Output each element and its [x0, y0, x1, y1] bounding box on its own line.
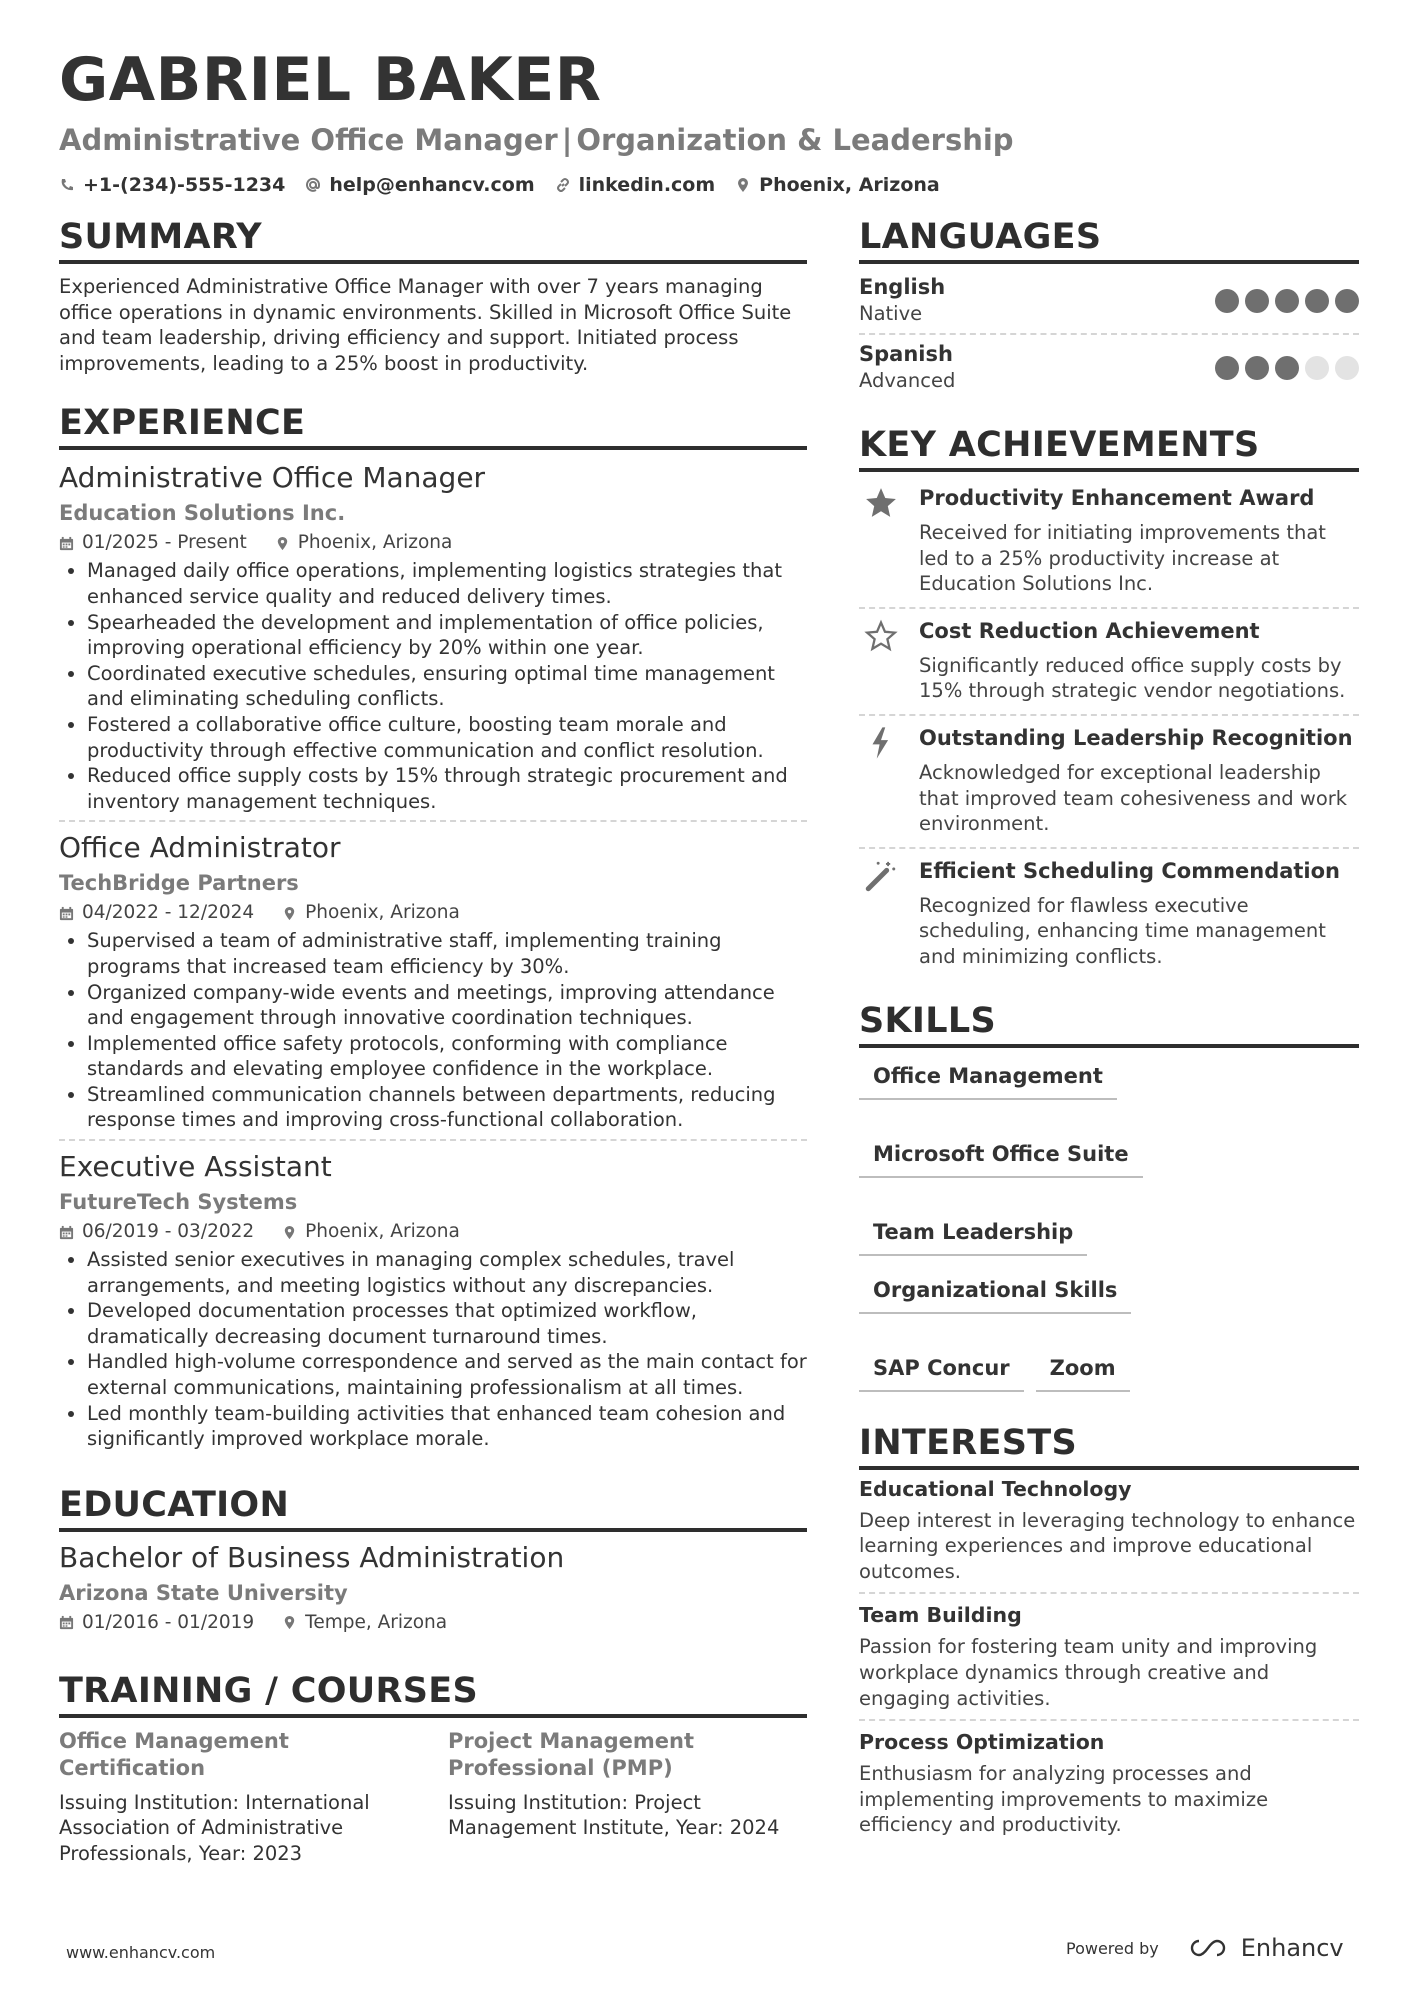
training-heading: TRAINING / COURSES	[59, 1668, 807, 1718]
achievement-desc: Received for initiating improvements that led to a 25% productivity increase at Education Solutions Inc.	[919, 521, 1326, 596]
job-dates-text: 01/2025 - Present	[82, 532, 247, 554]
course-title: Office Management Certification	[59, 1728, 289, 1780]
achievement-title: Cost Reduction Achievement	[919, 618, 1260, 643]
rating-dot-filled	[1275, 289, 1299, 313]
location-pin-icon	[282, 906, 297, 921]
contact-email[interactable]	[305, 174, 534, 196]
language-item	[859, 274, 1359, 333]
language-rating	[1215, 289, 1359, 313]
job-title: Administrative Office Manager	[59, 461, 486, 495]
language-name: English	[859, 275, 946, 299]
job-company: Education Solutions Inc.	[59, 501, 346, 526]
job-dates	[59, 900, 254, 926]
achievement-title: Efficient Scheduling Commendation	[919, 858, 1341, 883]
footer-website[interactable]: www.enhancv.com	[66, 1943, 216, 1962]
job-location-text: Phoenix, Arizona	[297, 532, 453, 554]
course-item	[448, 1728, 807, 1867]
course-item	[59, 1728, 418, 1867]
location-pin-icon	[275, 536, 290, 551]
job-bullet: • Streamlined communication channels between departments, reducing response times and improving cross-functional collaboration.	[87, 1082, 807, 1133]
rating-dot-filled	[1335, 289, 1359, 313]
job-dates-text: 04/2022 - 12/2024	[82, 902, 255, 924]
education-dates-text: 01/2016 - 01/2019	[82, 1611, 255, 1633]
interest-item	[859, 1719, 1359, 1846]
achievement-item	[859, 714, 1359, 847]
rating-dot-filled	[1305, 289, 1329, 313]
calendar-icon	[59, 1615, 74, 1630]
job-bullet: • Handled high-volume correspondence and served as the main contact for external communications, maintaining professionalism at all times.	[87, 1349, 807, 1400]
skill-tag: Team Leadership	[859, 1218, 1087, 1256]
job-company: TechBridge Partners	[59, 871, 299, 896]
rating-dot-filled	[1245, 289, 1269, 313]
achievement-item	[859, 476, 1359, 607]
job-bullet: • Reduced office supply costs by 15% through strategic procurement and inventory management techniques.	[87, 763, 807, 814]
skill-tag: Office Management	[859, 1062, 1117, 1100]
rating-dot-empty	[1305, 356, 1329, 380]
achievements-section	[859, 422, 1359, 980]
magic-wand-icon	[864, 859, 898, 893]
languages-section	[859, 214, 1359, 400]
skills-section	[859, 998, 1359, 1392]
candidate-title	[59, 120, 1359, 160]
language-name: Spanish	[859, 342, 953, 366]
summary-section	[59, 214, 807, 376]
degree-title: Bachelor of Business Administration	[59, 1540, 565, 1574]
achievement-item	[859, 847, 1359, 980]
training-section	[59, 1668, 807, 1867]
contact-bar	[59, 174, 1359, 196]
job-bullets	[59, 558, 807, 814]
job-bullet: • Supervised a team of administrative staff, implementing training programs that increased team efficiency by 30%.	[87, 928, 807, 979]
education-section	[59, 1482, 807, 1636]
job-meta	[59, 900, 807, 926]
job-bullets	[59, 928, 807, 1133]
job-location-text: Phoenix, Arizona	[305, 1221, 460, 1243]
achievement-desc: Significantly reduced office supply costs by 15% through strategic vendor negotiations.	[919, 653, 1346, 703]
job-location	[282, 900, 460, 926]
linkedin-text: linkedin.com	[578, 174, 716, 196]
job-location	[275, 530, 453, 556]
achievement-title: Productivity Enhancement Award	[919, 486, 1315, 510]
skills-list	[859, 1062, 1359, 1392]
languages-heading: LANGUAGES	[859, 214, 1359, 264]
job-company: FutureTech Systems	[59, 1190, 298, 1215]
brand-logo[interactable]	[1185, 1934, 1344, 1962]
interest-item	[859, 1592, 1359, 1719]
rating-dot-filled	[1215, 289, 1239, 313]
brand-name: Enhancv	[1240, 1934, 1344, 1962]
rating-dot-filled	[1245, 356, 1269, 380]
job-meta	[59, 530, 807, 556]
interest-item	[859, 1476, 1359, 1593]
summary-text: Experienced Administrative Office Manager with over 7 years managing office operations in dynamic environments. Skilled in Microsoft Office Suite and team leadership, driving efficiency and support. Initiated process improvements, leading to a 25% boost in productivity.	[59, 275, 792, 375]
achievement-item	[859, 607, 1359, 714]
interests-heading: INTERESTS	[859, 1420, 1359, 1470]
job-bullet: • Led monthly team-building activities that enhanced team cohesion and significantly improved workplace morale.	[87, 1401, 807, 1452]
phone-icon	[59, 177, 75, 193]
email-text: help@enhancv.com	[329, 174, 535, 196]
location-pin-icon	[735, 177, 751, 193]
course-desc: Issuing Institution: Project Management Institute, Year: 2024	[448, 1790, 780, 1840]
interest-desc: Enthusiasm for analyzing processes and implementing improvements to maximize efficiency and productivity.	[859, 1762, 1269, 1837]
title-separator: |	[561, 123, 573, 157]
language-level: Advanced	[859, 369, 956, 392]
phone-text: +1-(234)-555-1234	[83, 174, 286, 196]
skill-tag: Microsoft Office Suite	[859, 1140, 1143, 1178]
job-bullet: • Managed daily office operations, implementing logistics strategies that enhanced service quality and reduced delivery times.	[87, 558, 807, 609]
job-bullets	[59, 1247, 807, 1452]
summary-heading: SUMMARY	[59, 214, 807, 264]
education-dates	[59, 1610, 254, 1636]
job-location	[282, 1219, 460, 1245]
job-bullet: • Organized company-wide events and meetings, improving attendance and engagement through innovative coordination techniques.	[87, 980, 807, 1031]
job-bullet: • Fostered a collaborative office culture, boosting team morale and productivity through effective communication and conflict resolution.	[87, 712, 807, 763]
contact-linkedin[interactable]	[555, 174, 716, 196]
job-entry	[59, 1139, 807, 1458]
job-bullet: • Coordinated executive schedules, ensuring optimal time management and eliminating scheduling conflicts.	[87, 661, 807, 712]
job-bullet: • Developed documentation processes that optimized workflow, dramatically decreasing document turnaround times.	[87, 1298, 807, 1349]
left-column	[59, 214, 807, 1867]
job-meta	[59, 1219, 807, 1245]
job-dates	[59, 1219, 254, 1245]
experience-heading: EXPERIENCE	[59, 400, 807, 450]
enhancv-logo-icon	[1185, 1936, 1231, 1960]
course-title: Project Management Professional (PMP)	[448, 1728, 694, 1780]
skill-tag: SAP Concur	[859, 1354, 1024, 1392]
job-dates	[59, 530, 247, 556]
contact-location	[735, 174, 940, 196]
interest-title: Educational Technology	[859, 1476, 1132, 1501]
skills-heading: SKILLS	[859, 998, 1359, 1048]
language-rating	[1215, 356, 1359, 380]
calendar-icon	[59, 906, 74, 921]
education-meta	[59, 1610, 807, 1636]
interest-desc: Deep interest in leveraging technology to enhance learning experiences and improve educational outcomes.	[859, 1508, 1356, 1583]
education-location-text: Tempe, Arizona	[305, 1611, 448, 1633]
location-pin-icon	[282, 1615, 297, 1630]
education-location	[282, 1610, 447, 1636]
star-outline-icon	[864, 619, 898, 653]
achievement-desc: Recognized for flawless executive scheduling, enhancing time management and minimizing conflicts.	[919, 893, 1326, 968]
language-level: Native	[859, 302, 923, 325]
contact-phone[interactable]	[59, 174, 285, 196]
interest-title: Process Optimization	[859, 1730, 1105, 1755]
job-entry	[59, 460, 807, 820]
calendar-icon	[59, 1225, 74, 1240]
interest-desc: Passion for fostering team unity and improving workplace dynamics through creative and engaging activities.	[859, 1635, 1318, 1710]
rating-dot-filled	[1215, 356, 1239, 380]
lightning-icon	[864, 726, 898, 760]
job-bullet: • Spearheaded the development and implementation of office policies, improving operational efficiency by 20% within one year.	[87, 610, 807, 661]
course-desc: Issuing Institution: International Association of Administrative Professionals, Year: 2023	[59, 1790, 370, 1865]
right-column	[859, 214, 1359, 1846]
rating-dot-filled	[1275, 356, 1299, 380]
job-location-text: Phoenix, Arizona	[305, 902, 460, 924]
achievements-heading: KEY ACHIEVEMENTS	[859, 422, 1359, 472]
achievement-title: Outstanding Leadership Recognition	[919, 725, 1353, 750]
calendar-icon	[59, 536, 74, 551]
education-heading: EDUCATION	[59, 1482, 807, 1532]
interest-title: Team Building	[859, 1603, 1022, 1628]
candidate-name: GABRIEL BAKER	[59, 45, 602, 115]
powered-by-label: Powered by	[1066, 1938, 1159, 1958]
star-filled-icon	[864, 486, 898, 520]
language-item	[859, 333, 1359, 400]
footer-branding[interactable]	[1066, 1934, 1344, 1962]
job-title: Executive Assistant	[59, 1150, 332, 1184]
job-bullet: • Implemented office safety protocols, conforming with compliance standards and elevating employee confidence in the workplace.	[87, 1031, 807, 1082]
rating-dot-empty	[1335, 356, 1359, 380]
school-name: Arizona State University	[59, 1580, 348, 1605]
resume-header	[59, 42, 1359, 196]
job-entry	[59, 820, 807, 1139]
location-pin-icon	[282, 1225, 297, 1240]
link-icon	[555, 177, 571, 193]
interests-section	[859, 1420, 1359, 1846]
skill-tag: Organizational Skills	[859, 1276, 1131, 1314]
location-text: Phoenix, Arizona	[759, 174, 940, 196]
job-bullet: • Assisted senior executives in managing complex schedules, travel arrangements, and meeting logistics without any discrepancies.	[87, 1247, 807, 1298]
skill-tag: Zoom	[1036, 1354, 1130, 1392]
title-focus: Organization & Leadership	[576, 123, 1014, 157]
title-role: Administrative Office Manager	[59, 123, 558, 157]
experience-section	[59, 400, 807, 1457]
at-sign-icon	[305, 177, 321, 193]
achievement-desc: Acknowledged for exceptional leadership that improved team cohesiveness and work environment.	[919, 760, 1348, 836]
job-title: Office Administrator	[59, 831, 341, 865]
courses-list	[59, 1728, 807, 1867]
job-dates-text: 06/2019 - 03/2022	[82, 1221, 255, 1243]
